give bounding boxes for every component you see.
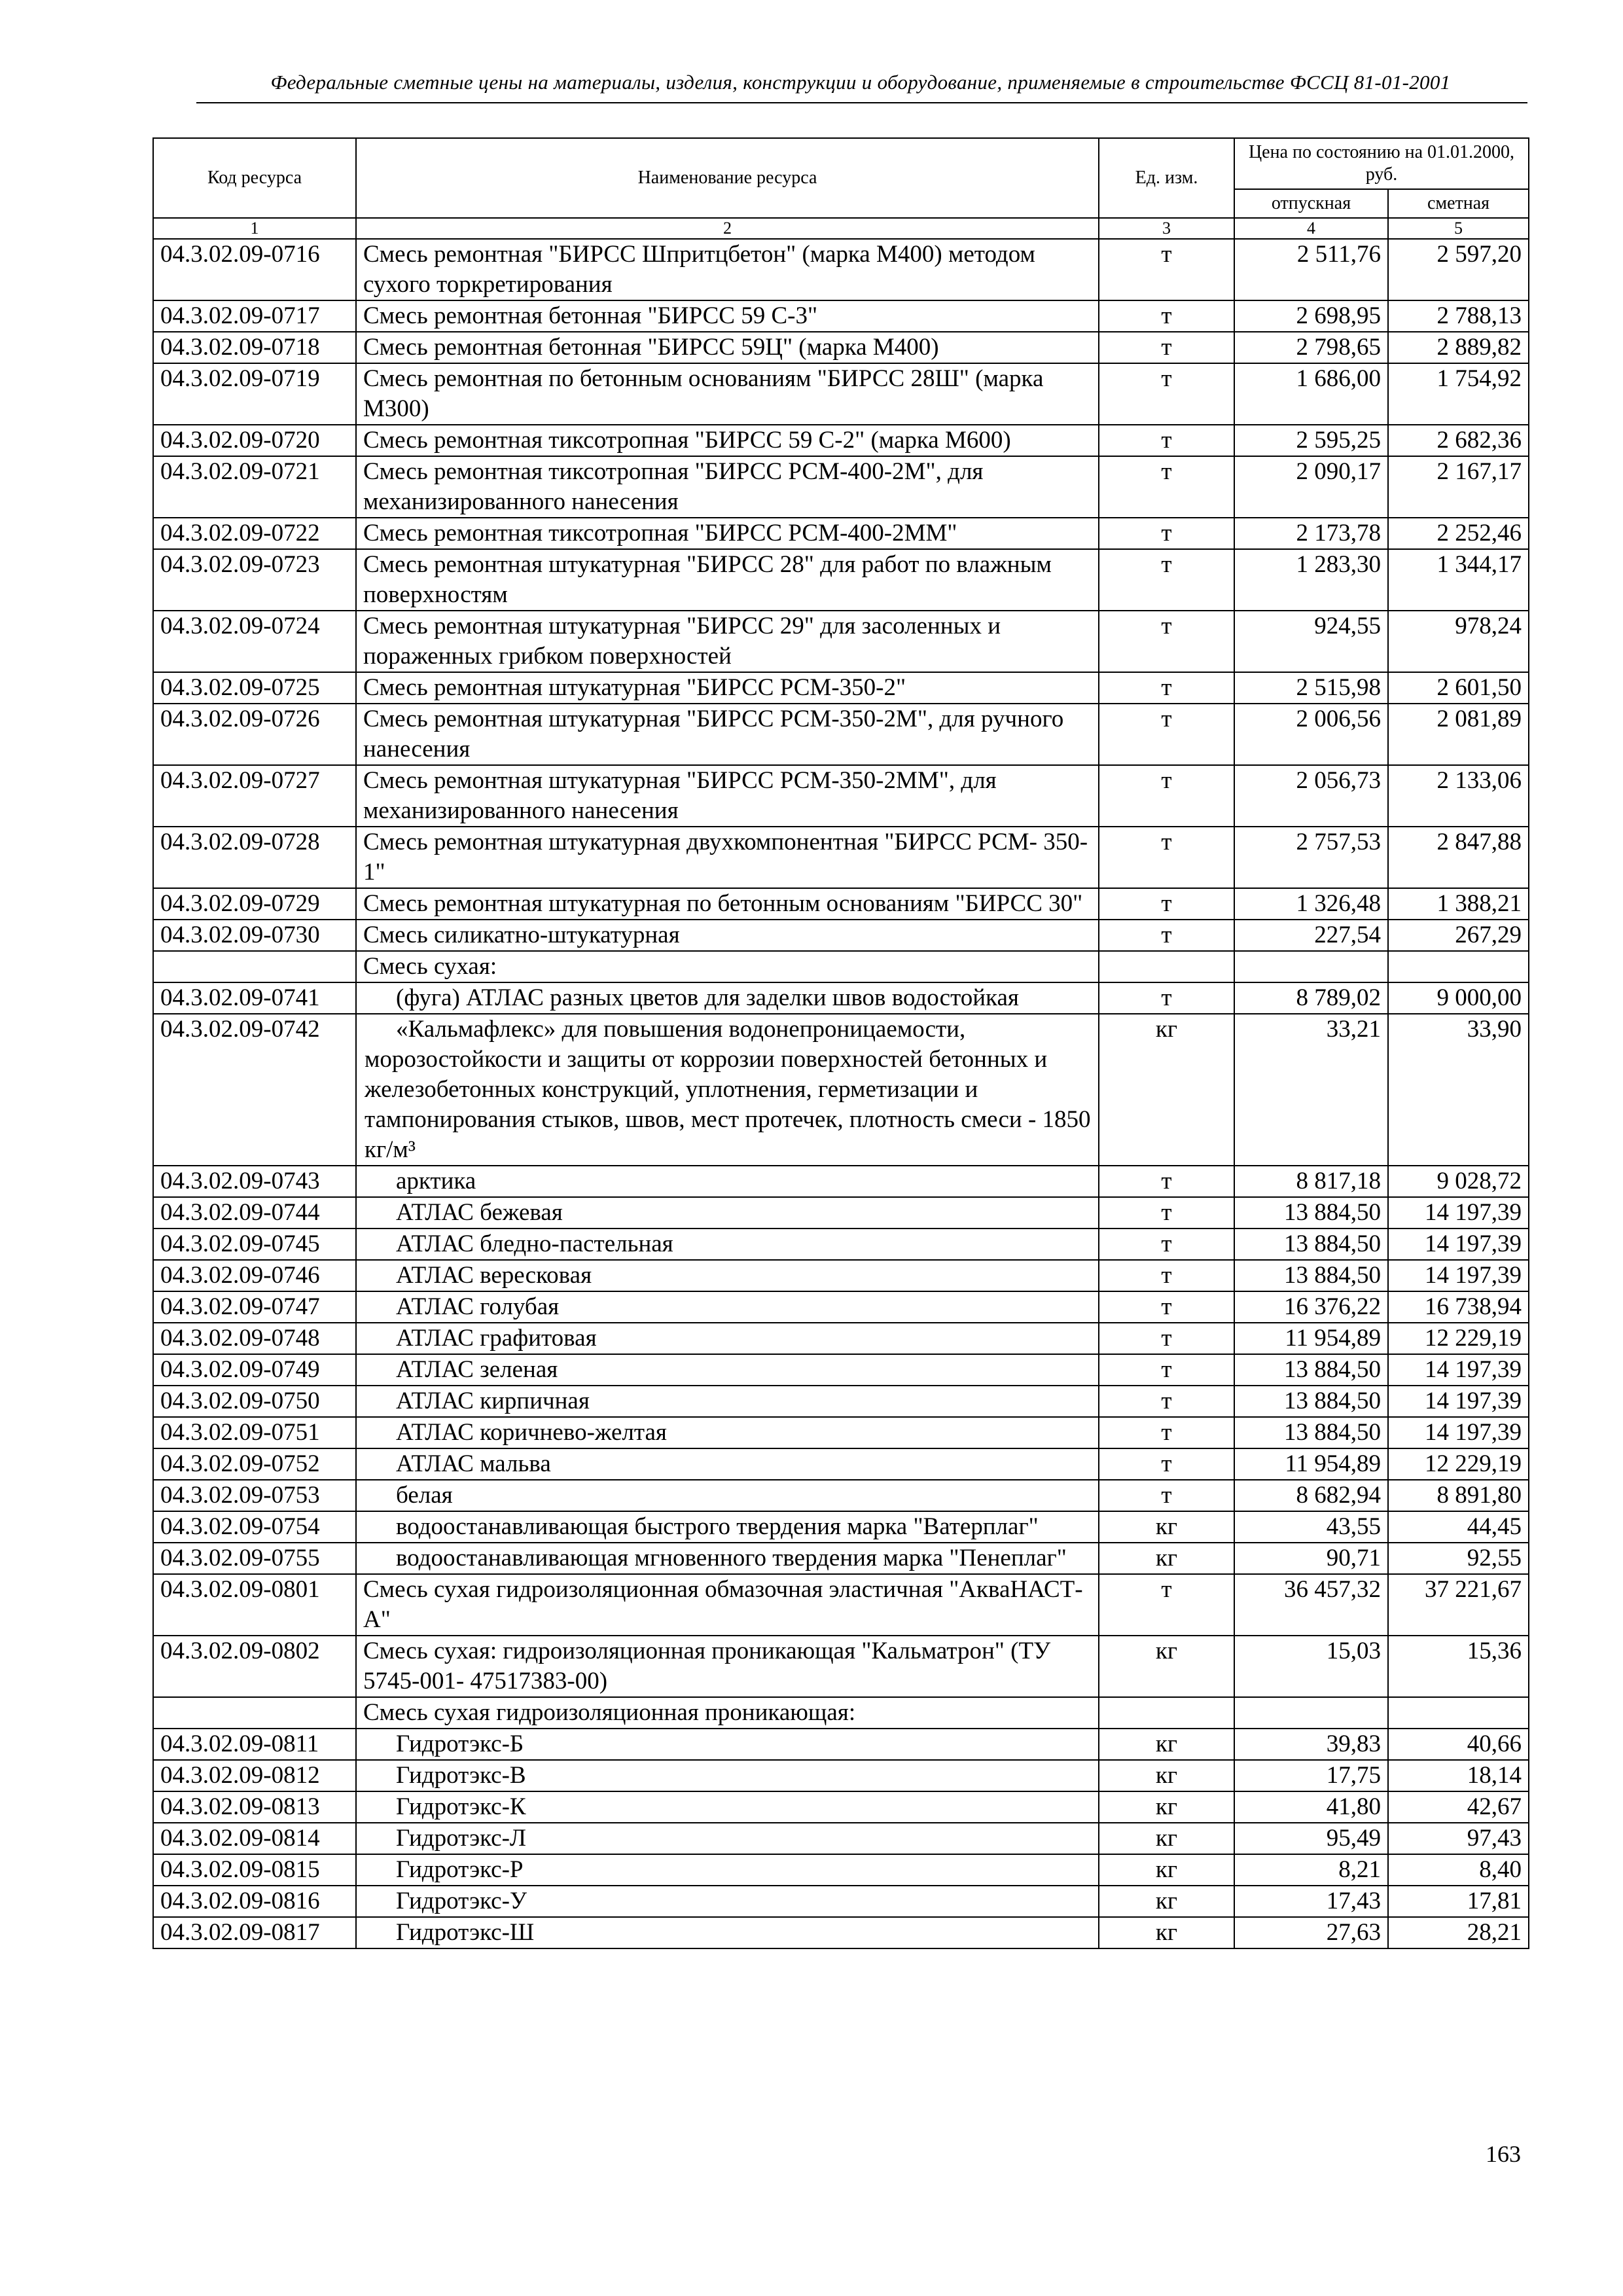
estimate-price: 2 081,89 bbox=[1388, 704, 1529, 765]
col-number: 3 bbox=[1099, 218, 1234, 239]
resource-code: 04.3.02.09-0811 bbox=[153, 1729, 356, 1760]
unit: т bbox=[1099, 1386, 1234, 1417]
resource-code: 04.3.02.09-0814 bbox=[153, 1823, 356, 1854]
estimate-price: 97,43 bbox=[1388, 1823, 1529, 1854]
resource-code: 04.3.02.09-0726 bbox=[153, 704, 356, 765]
resource-name-text: белая bbox=[396, 1482, 453, 1509]
resource-name bbox=[356, 1886, 1099, 1917]
resource-code bbox=[153, 951, 356, 982]
resource-name-text: водоостанавливающая мгновенного твердения марка "Пенеплаг" bbox=[396, 1545, 1067, 1571]
resource-name-text: водоостанавливающая быстрого твердения марка "Ватерплаг" bbox=[396, 1513, 1039, 1540]
estimate-price: 9 000,00 bbox=[1388, 982, 1529, 1014]
estimate-price: 92,55 bbox=[1388, 1543, 1529, 1574]
resource-code: 04.3.02.09-0750 bbox=[153, 1386, 356, 1417]
resource-code: 04.3.02.09-0716 bbox=[153, 239, 356, 300]
unit: т bbox=[1099, 549, 1234, 611]
release-price: 43,55 bbox=[1234, 1511, 1388, 1543]
estimate-price: 2 601,50 bbox=[1388, 672, 1529, 704]
unit: кг bbox=[1099, 1854, 1234, 1886]
release-price: 2 090,17 bbox=[1234, 456, 1388, 518]
col-header-estimate: сметная bbox=[1388, 189, 1529, 218]
table-row bbox=[153, 1511, 1529, 1543]
resource-name bbox=[356, 1543, 1099, 1574]
release-price: 8,21 bbox=[1234, 1854, 1388, 1886]
estimate-price: 14 197,39 bbox=[1388, 1197, 1529, 1229]
unit: т bbox=[1099, 518, 1234, 549]
resource-code: 04.3.02.09-0729 bbox=[153, 888, 356, 920]
estimate-price: 267,29 bbox=[1388, 920, 1529, 951]
estimate-price: 2 889,82 bbox=[1388, 332, 1529, 363]
resource-code: 04.3.02.09-0720 bbox=[153, 425, 356, 456]
page-header: Федеральные сметные цены на материалы, изделия, конструкции и оборудование, применяемые в строительстве ФССЦ 81-01-2001 bbox=[270, 71, 1451, 94]
unit: т bbox=[1099, 332, 1234, 363]
resource-name bbox=[356, 1354, 1099, 1386]
estimate-price: 17,81 bbox=[1388, 1886, 1529, 1917]
resource-name: Смесь силикатно-штукатурная bbox=[356, 920, 1099, 951]
estimate-price: 8 891,80 bbox=[1388, 1480, 1529, 1511]
table-body bbox=[153, 239, 1529, 1948]
estimate-price: 14 197,39 bbox=[1388, 1417, 1529, 1448]
unit: т bbox=[1099, 300, 1234, 332]
unit: т bbox=[1099, 1354, 1234, 1386]
release-price: 17,75 bbox=[1234, 1760, 1388, 1791]
resource-code: 04.3.02.09-0812 bbox=[153, 1760, 356, 1791]
table-row bbox=[153, 672, 1529, 704]
resource-code: 04.3.02.09-0719 bbox=[153, 363, 356, 425]
release-price: 41,80 bbox=[1234, 1791, 1388, 1823]
estimate-price: 2 252,46 bbox=[1388, 518, 1529, 549]
col-number: 4 bbox=[1234, 218, 1388, 239]
table-row bbox=[153, 982, 1529, 1014]
table-row bbox=[153, 1014, 1529, 1166]
resource-name bbox=[356, 1166, 1099, 1197]
table-row bbox=[153, 1791, 1529, 1823]
col-number: 1 bbox=[153, 218, 356, 239]
resource-code: 04.3.02.09-0724 bbox=[153, 611, 356, 672]
resource-name bbox=[356, 1291, 1099, 1323]
release-price: 15,03 bbox=[1234, 1636, 1388, 1697]
estimate-price: 2 167,17 bbox=[1388, 456, 1529, 518]
table-row bbox=[153, 239, 1529, 300]
resource-name-text: «Кальмафлекс» для повышения водонепроницаемости, морозостойкости и защиты от коррозии поверхностей бетонных и железобетонных конструкций, уплотнения, герметизации и тампонирования стыков, швов, мест протечек, плотность смеси - 1850 кг/м³ bbox=[365, 1016, 1091, 1163]
resource-code: 04.3.02.09-0742 bbox=[153, 1014, 356, 1166]
resource-name: Смесь ремонтная штукатурная "БИРСС РСМ-350-2М", для ручного нанесения bbox=[356, 704, 1099, 765]
release-price: 2 515,98 bbox=[1234, 672, 1388, 704]
estimate-price: 12 229,19 bbox=[1388, 1448, 1529, 1480]
col-header-code: Код ресурса bbox=[153, 138, 356, 218]
estimate-price: 33,90 bbox=[1388, 1014, 1529, 1166]
table-row bbox=[153, 425, 1529, 456]
resource-name: Смесь ремонтная штукатурная "БИРСС 28" для работ по влажным поверхностям bbox=[356, 549, 1099, 611]
table-row bbox=[153, 1291, 1529, 1323]
table-row bbox=[153, 1197, 1529, 1229]
table-row bbox=[153, 704, 1529, 765]
resource-name-text: АТЛАС кирпичная bbox=[396, 1388, 590, 1414]
release-price: 36 457,32 bbox=[1234, 1574, 1388, 1636]
resource-name bbox=[356, 1917, 1099, 1948]
resource-name: Смесь ремонтная по бетонным основаниям "БИРСС 28Ш" (марка М300) bbox=[356, 363, 1099, 425]
resource-name-text: АТЛАС вересковая bbox=[396, 1262, 592, 1289]
unit: т bbox=[1099, 1323, 1234, 1354]
resource-name-text: АТЛАС голубая bbox=[396, 1293, 560, 1320]
release-price: 95,49 bbox=[1234, 1823, 1388, 1854]
unit: т bbox=[1099, 704, 1234, 765]
estimate-price: 42,67 bbox=[1388, 1791, 1529, 1823]
resource-name-text: Гидротэкс-Р bbox=[396, 1856, 524, 1883]
estimate-price: 1 388,21 bbox=[1388, 888, 1529, 920]
resource-code: 04.3.02.09-0745 bbox=[153, 1229, 356, 1260]
release-price: 13 884,50 bbox=[1234, 1386, 1388, 1417]
resource-code: 04.3.02.09-0754 bbox=[153, 1511, 356, 1543]
unit: т bbox=[1099, 1291, 1234, 1323]
unit: т bbox=[1099, 1260, 1234, 1291]
estimate-price bbox=[1388, 951, 1529, 982]
release-price bbox=[1234, 1697, 1388, 1729]
table-row bbox=[153, 549, 1529, 611]
release-price: 17,43 bbox=[1234, 1886, 1388, 1917]
table-row bbox=[153, 920, 1529, 951]
unit: т bbox=[1099, 239, 1234, 300]
resource-code: 04.3.02.09-0748 bbox=[153, 1323, 356, 1354]
estimate-price: 1 344,17 bbox=[1388, 549, 1529, 611]
col-header-price: Цена по состоянию на 01.01.2000, руб. bbox=[1234, 138, 1529, 189]
table-row bbox=[153, 951, 1529, 982]
resource-name-text: АТЛАС зеленая bbox=[396, 1356, 558, 1383]
table-row bbox=[153, 1260, 1529, 1291]
unit bbox=[1099, 1697, 1234, 1729]
release-price: 13 884,50 bbox=[1234, 1417, 1388, 1448]
resource-name bbox=[356, 1323, 1099, 1354]
estimate-price: 16 738,94 bbox=[1388, 1291, 1529, 1323]
release-price: 13 884,50 bbox=[1234, 1229, 1388, 1260]
resource-code: 04.3.02.09-0717 bbox=[153, 300, 356, 332]
estimate-price: 1 754,92 bbox=[1388, 363, 1529, 425]
resource-name bbox=[356, 1823, 1099, 1854]
unit: т bbox=[1099, 1197, 1234, 1229]
estimate-price: 14 197,39 bbox=[1388, 1354, 1529, 1386]
resource-name: Смесь сухая гидроизоляционная проникающая: bbox=[356, 1697, 1099, 1729]
resource-name-text: АТЛАС графитовая bbox=[396, 1325, 597, 1352]
resource-code bbox=[153, 1697, 356, 1729]
release-price: 924,55 bbox=[1234, 611, 1388, 672]
estimate-price: 15,36 bbox=[1388, 1636, 1529, 1697]
resource-name bbox=[356, 1417, 1099, 1448]
unit: т bbox=[1099, 1448, 1234, 1480]
resource-name bbox=[356, 1480, 1099, 1511]
resource-name: Смесь ремонтная тиксотропная "БИРСС РСМ-400-2ММ" bbox=[356, 518, 1099, 549]
estimate-price: 2 847,88 bbox=[1388, 827, 1529, 888]
col-header-unit: Ед. изм. bbox=[1099, 138, 1234, 218]
table-row bbox=[153, 456, 1529, 518]
table-row bbox=[153, 1854, 1529, 1886]
resource-name bbox=[356, 1448, 1099, 1480]
resource-name-text: Гидротэкс-К bbox=[396, 1793, 526, 1820]
unit: кг bbox=[1099, 1636, 1234, 1697]
table-row bbox=[153, 1323, 1529, 1354]
unit: т bbox=[1099, 363, 1234, 425]
resource-name-text: АТЛАС бледно-пастельная bbox=[396, 1230, 673, 1257]
resource-name-text: Гидротэкс-Ш bbox=[396, 1919, 535, 1946]
resource-code: 04.3.02.09-0723 bbox=[153, 549, 356, 611]
resource-name: Смесь ремонтная штукатурная "БИРСС РСМ-350-2" bbox=[356, 672, 1099, 704]
resource-name: Смесь ремонтная бетонная "БИРСС 59Ц" (марка М400) bbox=[356, 332, 1099, 363]
resource-code: 04.3.02.09-0747 bbox=[153, 1291, 356, 1323]
estimate-price bbox=[1388, 1697, 1529, 1729]
release-price: 2 698,95 bbox=[1234, 300, 1388, 332]
estimate-price: 12 229,19 bbox=[1388, 1323, 1529, 1354]
resource-code: 04.3.02.09-0816 bbox=[153, 1886, 356, 1917]
table-row bbox=[153, 1886, 1529, 1917]
table-row bbox=[153, 1697, 1529, 1729]
resource-name bbox=[356, 1511, 1099, 1543]
resource-code: 04.3.02.09-0817 bbox=[153, 1917, 356, 1948]
resource-code: 04.3.02.09-0725 bbox=[153, 672, 356, 704]
estimate-price: 2 597,20 bbox=[1388, 239, 1529, 300]
estimate-price: 2 133,06 bbox=[1388, 765, 1529, 827]
price-table bbox=[152, 137, 1529, 1949]
table-row bbox=[153, 827, 1529, 888]
resource-name-text: Гидротэкс-У bbox=[396, 1888, 527, 1914]
release-price: 2 056,73 bbox=[1234, 765, 1388, 827]
unit: т bbox=[1099, 425, 1234, 456]
resource-name-text: Гидротэкс-В bbox=[396, 1762, 526, 1789]
unit: кг bbox=[1099, 1543, 1234, 1574]
resource-name-text: АТЛАС бежевая bbox=[396, 1199, 563, 1226]
estimate-price: 8,40 bbox=[1388, 1854, 1529, 1886]
resource-name: Смесь ремонтная тиксотропная "БИРСС 59 С-2" (марка М600) bbox=[356, 425, 1099, 456]
resource-code: 04.3.02.09-0749 bbox=[153, 1354, 356, 1386]
table-row bbox=[153, 1229, 1529, 1260]
resource-code: 04.3.02.09-0751 bbox=[153, 1417, 356, 1448]
table-row bbox=[153, 300, 1529, 332]
release-price: 16 376,22 bbox=[1234, 1291, 1388, 1323]
table-row bbox=[153, 1417, 1529, 1448]
unit: т bbox=[1099, 1574, 1234, 1636]
estimate-price: 2 682,36 bbox=[1388, 425, 1529, 456]
resource-code: 04.3.02.09-0743 bbox=[153, 1166, 356, 1197]
resource-code: 04.3.02.09-0730 bbox=[153, 920, 356, 951]
release-price: 33,21 bbox=[1234, 1014, 1388, 1166]
table-row bbox=[153, 363, 1529, 425]
table-row bbox=[153, 1448, 1529, 1480]
resource-code: 04.3.02.09-0802 bbox=[153, 1636, 356, 1697]
table-row bbox=[153, 1480, 1529, 1511]
unit: т bbox=[1099, 1166, 1234, 1197]
col-header-name: Наименование ресурса bbox=[356, 138, 1099, 218]
release-price: 2 006,56 bbox=[1234, 704, 1388, 765]
table-row bbox=[153, 1917, 1529, 1948]
resource-name: Смесь сухая гидроизоляционная обмазочная эластичная "АкваНАСТ-А" bbox=[356, 1574, 1099, 1636]
resource-code: 04.3.02.09-0721 bbox=[153, 456, 356, 518]
unit: кг bbox=[1099, 1886, 1234, 1917]
resource-code: 04.3.02.09-0718 bbox=[153, 332, 356, 363]
resource-code: 04.3.02.09-0755 bbox=[153, 1543, 356, 1574]
unit: кг bbox=[1099, 1791, 1234, 1823]
resource-name bbox=[356, 1197, 1099, 1229]
release-price: 39,83 bbox=[1234, 1729, 1388, 1760]
unit: т bbox=[1099, 672, 1234, 704]
resource-name-text: АТЛАС коричнево-желтая bbox=[396, 1419, 667, 1446]
resource-name bbox=[356, 1791, 1099, 1823]
unit: т bbox=[1099, 827, 1234, 888]
release-price: 13 884,50 bbox=[1234, 1260, 1388, 1291]
estimate-price: 37 221,67 bbox=[1388, 1574, 1529, 1636]
table-row bbox=[153, 1729, 1529, 1760]
table-row bbox=[153, 1354, 1529, 1386]
unit: т bbox=[1099, 456, 1234, 518]
estimate-price: 14 197,39 bbox=[1388, 1260, 1529, 1291]
unit: кг bbox=[1099, 1917, 1234, 1948]
release-price: 2 757,53 bbox=[1234, 827, 1388, 888]
resource-name-text: АТЛАС мальва bbox=[396, 1450, 551, 1477]
table-row bbox=[153, 518, 1529, 549]
unit: т bbox=[1099, 1417, 1234, 1448]
resource-name: Смесь ремонтная бетонная "БИРСС 59 С-3" bbox=[356, 300, 1099, 332]
unit: т bbox=[1099, 982, 1234, 1014]
release-price: 2 511,76 bbox=[1234, 239, 1388, 300]
estimate-price: 978,24 bbox=[1388, 611, 1529, 672]
estimate-price: 14 197,39 bbox=[1388, 1386, 1529, 1417]
resource-name bbox=[356, 1229, 1099, 1260]
resource-code: 04.3.02.09-0727 bbox=[153, 765, 356, 827]
header-rule bbox=[196, 102, 1527, 103]
resource-name bbox=[356, 1386, 1099, 1417]
resource-code: 04.3.02.09-0722 bbox=[153, 518, 356, 549]
resource-name: Смесь ремонтная штукатурная "БИРСС РСМ-350-2ММ", для механизированного нанесения bbox=[356, 765, 1099, 827]
release-price: 8 789,02 bbox=[1234, 982, 1388, 1014]
unit: кг bbox=[1099, 1760, 1234, 1791]
col-header-release: отпускная bbox=[1234, 189, 1388, 218]
resource-name-text: Гидротэкс-Б bbox=[396, 1731, 524, 1757]
estimate-price: 18,14 bbox=[1388, 1760, 1529, 1791]
resource-code: 04.3.02.09-0728 bbox=[153, 827, 356, 888]
unit: кг bbox=[1099, 1729, 1234, 1760]
table-row bbox=[153, 888, 1529, 920]
resource-name bbox=[356, 1014, 1099, 1166]
release-price: 13 884,50 bbox=[1234, 1197, 1388, 1229]
estimate-price: 9 028,72 bbox=[1388, 1166, 1529, 1197]
release-price: 13 884,50 bbox=[1234, 1354, 1388, 1386]
resource-code: 04.3.02.09-0815 bbox=[153, 1854, 356, 1886]
table-row bbox=[153, 1574, 1529, 1636]
resource-name bbox=[356, 1854, 1099, 1886]
resource-code: 04.3.02.09-0801 bbox=[153, 1574, 356, 1636]
release-price: 27,63 bbox=[1234, 1917, 1388, 1948]
release-price: 90,71 bbox=[1234, 1543, 1388, 1574]
table-row bbox=[153, 1760, 1529, 1791]
resource-name bbox=[356, 1260, 1099, 1291]
table-row bbox=[153, 1543, 1529, 1574]
release-price: 1 326,48 bbox=[1234, 888, 1388, 920]
resource-name-text: (фуга) АТЛАС разных цветов для заделки швов водостойкая bbox=[396, 984, 1019, 1011]
unit: т bbox=[1099, 920, 1234, 951]
release-price: 227,54 bbox=[1234, 920, 1388, 951]
table-row bbox=[153, 1386, 1529, 1417]
resource-code: 04.3.02.09-0741 bbox=[153, 982, 356, 1014]
table-row bbox=[153, 1166, 1529, 1197]
estimate-price: 40,66 bbox=[1388, 1729, 1529, 1760]
release-price: 2 595,25 bbox=[1234, 425, 1388, 456]
resource-name-text: Гидротэкс-Л bbox=[396, 1825, 526, 1852]
page-number: 163 bbox=[1486, 2141, 1521, 2167]
resource-name: Смесь ремонтная штукатурная двухкомпонентная "БИРСС РСМ- 350-1" bbox=[356, 827, 1099, 888]
col-number: 5 bbox=[1388, 218, 1529, 239]
estimate-price: 44,45 bbox=[1388, 1511, 1529, 1543]
table-row bbox=[153, 1636, 1529, 1697]
table-row bbox=[153, 332, 1529, 363]
resource-name: Смесь ремонтная "БИРСС Шпритцбетон" (марка М400) методом сухого торкретирования bbox=[356, 239, 1099, 300]
resource-name bbox=[356, 1760, 1099, 1791]
resource-code: 04.3.02.09-0746 bbox=[153, 1260, 356, 1291]
col-number: 2 bbox=[356, 218, 1099, 239]
resource-name: Смесь сухая: гидроизоляционная проникающая "Кальматрон" (ТУ 5745-001- 47517383-00) bbox=[356, 1636, 1099, 1697]
estimate-price: 2 788,13 bbox=[1388, 300, 1529, 332]
unit: т bbox=[1099, 765, 1234, 827]
resource-name: Смесь ремонтная тиксотропная "БИРСС РСМ-400-2М", для механизированного нанесения bbox=[356, 456, 1099, 518]
unit: кг bbox=[1099, 1014, 1234, 1166]
resource-code: 04.3.02.09-0753 bbox=[153, 1480, 356, 1511]
release-price: 1 686,00 bbox=[1234, 363, 1388, 425]
release-price: 8 817,18 bbox=[1234, 1166, 1388, 1197]
resource-code: 04.3.02.09-0813 bbox=[153, 1791, 356, 1823]
estimate-price: 14 197,39 bbox=[1388, 1229, 1529, 1260]
resource-name-text: арктика bbox=[396, 1168, 476, 1194]
release-price: 11 954,89 bbox=[1234, 1323, 1388, 1354]
unit: кг bbox=[1099, 1823, 1234, 1854]
release-price: 1 283,30 bbox=[1234, 549, 1388, 611]
resource-name: Смесь ремонтная штукатурная по бетонным основаниям "БИРСС 30" bbox=[356, 888, 1099, 920]
release-price: 2 798,65 bbox=[1234, 332, 1388, 363]
table-row bbox=[153, 765, 1529, 827]
unit: т bbox=[1099, 611, 1234, 672]
resource-name bbox=[356, 1729, 1099, 1760]
unit: т bbox=[1099, 888, 1234, 920]
unit bbox=[1099, 951, 1234, 982]
table-row bbox=[153, 1823, 1529, 1854]
resource-name: Смесь ремонтная штукатурная "БИРСС 29" для засоленных и пораженных грибком поверхностей bbox=[356, 611, 1099, 672]
resource-name bbox=[356, 982, 1099, 1014]
release-price: 8 682,94 bbox=[1234, 1480, 1388, 1511]
estimate-price: 28,21 bbox=[1388, 1917, 1529, 1948]
unit: кг bbox=[1099, 1511, 1234, 1543]
release-price: 11 954,89 bbox=[1234, 1448, 1388, 1480]
release-price bbox=[1234, 951, 1388, 982]
resource-name: Смесь сухая: bbox=[356, 951, 1099, 982]
resource-code: 04.3.02.09-0744 bbox=[153, 1197, 356, 1229]
unit: т bbox=[1099, 1229, 1234, 1260]
table-row bbox=[153, 611, 1529, 672]
resource-code: 04.3.02.09-0752 bbox=[153, 1448, 356, 1480]
unit: т bbox=[1099, 1480, 1234, 1511]
release-price: 2 173,78 bbox=[1234, 518, 1388, 549]
